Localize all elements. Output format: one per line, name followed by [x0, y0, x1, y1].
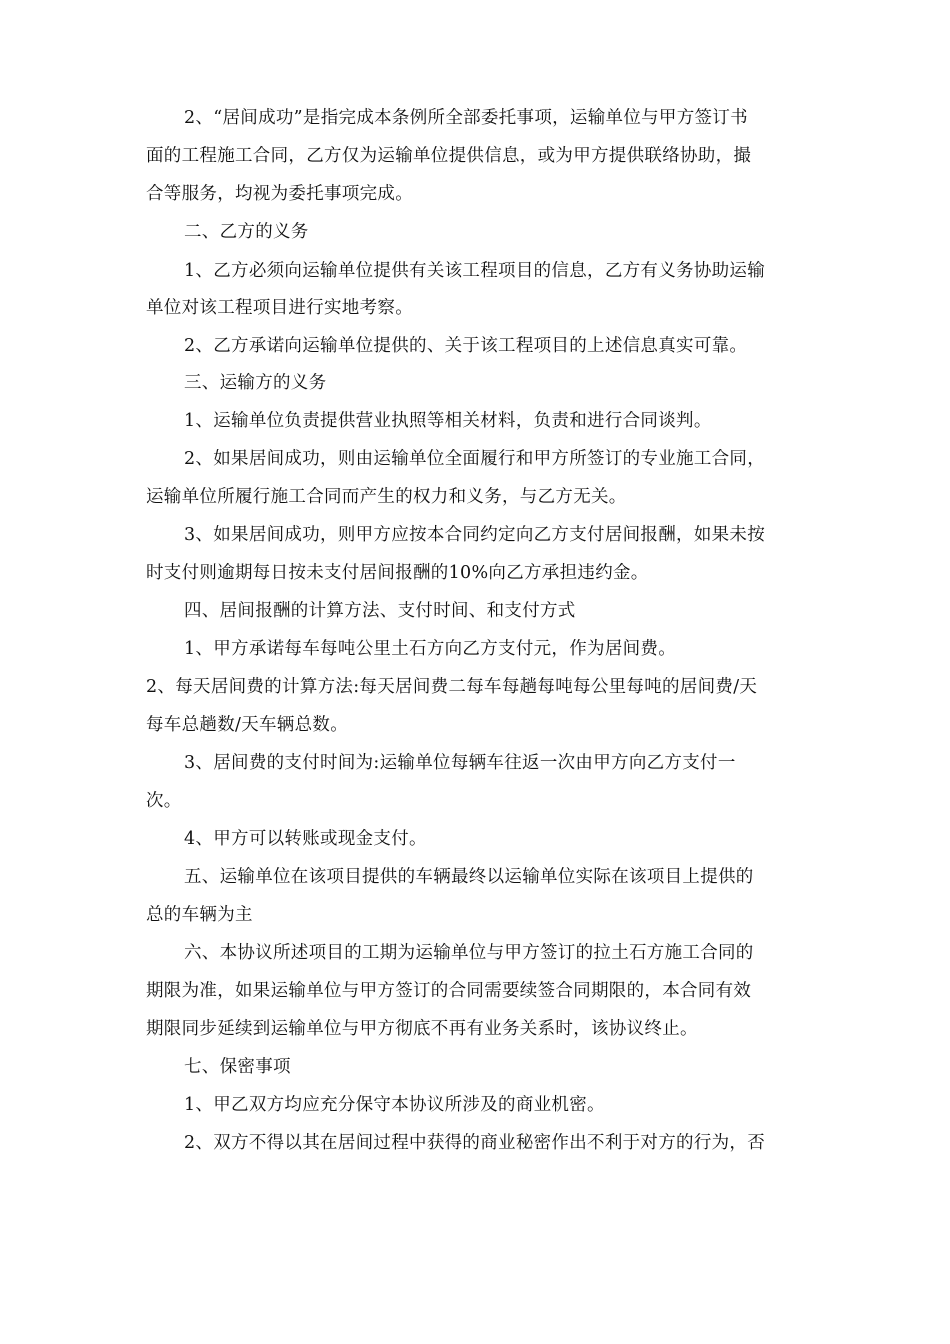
- paragraph-line: 1、甲方承诺每车每吨公里土石方向乙方支付元，作为居间费。: [184, 639, 677, 659]
- section-heading: 三、运输方的义务: [184, 373, 327, 393]
- paragraph-line: 面的工程施工合同，乙方仅为运输单位提供信息，或为甲方提供联络协助，撮: [146, 146, 752, 166]
- section-heading: 七、保密事项: [184, 1057, 291, 1077]
- section-heading: 六、本协议所述项目的工期为运输单位与甲方签订的拉土石方施工合同的: [184, 943, 754, 963]
- paragraph-line: 2、每天居间费的计算方法:每天居间费二每车每趟每吨每公里每吨的居间费/天: [146, 677, 758, 697]
- paragraph-line: 每车总趟数/天车辆总数。: [146, 715, 348, 735]
- paragraph-line: 2、乙方承诺向运输单位提供的、关于该工程项目的上述信息真实可靠。: [184, 336, 748, 356]
- paragraph-line: 时支付则逾期每日按未支付居间报酬的10%向乙方承担违约金。: [146, 563, 649, 583]
- paragraph-line: 2、双方不得以其在居间过程中获得的商业秘密作出不利于对方的行为，否: [184, 1133, 766, 1153]
- section-heading: 四、居间报酬的计算方法、支付时间、和支付方式: [184, 601, 576, 621]
- section-heading: 二、乙方的义务: [184, 222, 309, 242]
- paragraph-line: 1、乙方必须向运输单位提供有关该工程项目的信息，乙方有义务协助运输: [184, 261, 766, 281]
- paragraph-line: 1、甲乙双方均应充分保守本协议所涉及的商业机密。: [184, 1095, 605, 1115]
- paragraph-line: 2、如果居间成功，则由运输单位全面履行和甲方所签订的专业施工合同，: [184, 449, 766, 469]
- paragraph-line: 次。: [146, 791, 182, 811]
- paragraph-line: 合等服务，均视为委托事项完成。: [146, 184, 413, 204]
- section-heading: 五、运输单位在该项目提供的车辆最终以运输单位实际在该项目上提供的: [184, 867, 754, 887]
- paragraph-line: 运输单位所履行施工合同而产生的权力和义务，与乙方无关。: [146, 487, 627, 507]
- paragraph-line: 1、运输单位负责提供营业执照等相关材料，负责和进行合同谈判。: [184, 411, 712, 431]
- paragraph-line: 单位对该工程项目进行实地考察。: [146, 298, 413, 318]
- paragraph-line: 期限同步延续到运输单位与甲方彻底不再有业务关系时，该协议终止。: [146, 1019, 698, 1039]
- paragraph-line: 总的车辆为主: [146, 905, 253, 925]
- paragraph-line: 3、居间费的支付时间为:运输单位每辆车往返一次由甲方向乙方支付一: [184, 753, 736, 773]
- paragraph-line: 2、“居间成功”是指完成本条例所全部委托事项，运输单位与甲方签订书: [184, 108, 748, 128]
- paragraph-line: 3、如果居间成功，则甲方应按本合同约定向乙方支付居间报酬，如果未按: [184, 525, 766, 545]
- paragraph-line: 4、甲方可以转账或现金支付。: [184, 829, 427, 849]
- paragraph-line: 期限为准，如果运输单位与甲方签订的合同需要续签合同期限的，本合同有效: [146, 981, 752, 1001]
